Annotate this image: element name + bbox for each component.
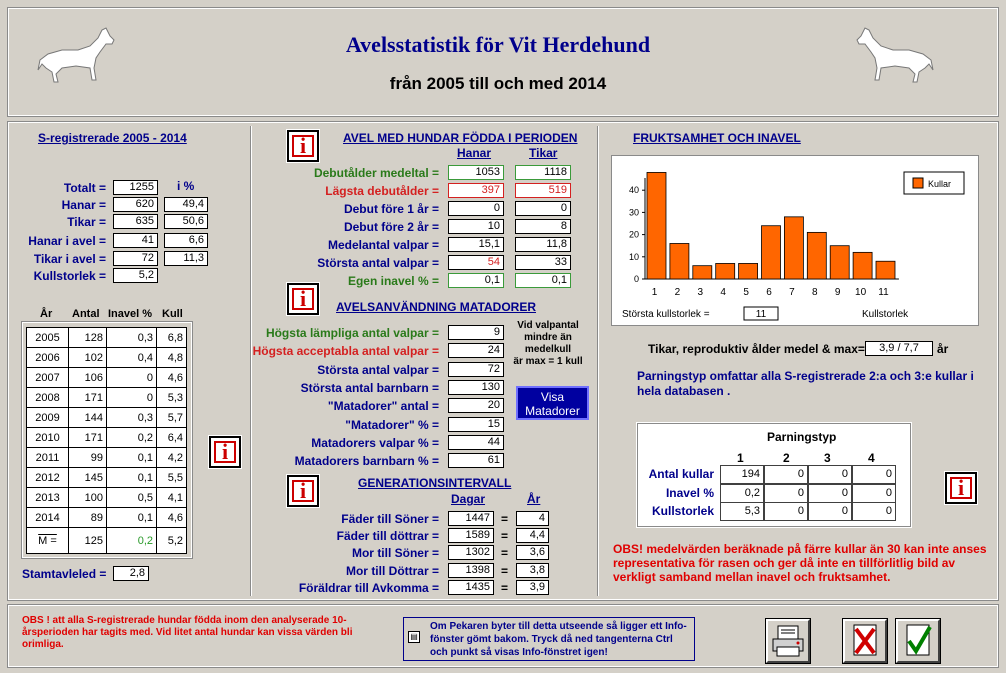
avel-hanar-value: 15,1: [448, 237, 504, 252]
year-cell: 2011: [27, 448, 69, 468]
avel-tikar-value: 0: [515, 201, 571, 216]
matador-label: Högsta lämpliga antal valpar =: [265, 326, 439, 340]
bar: [716, 263, 735, 279]
generation-years-value: 3,9: [516, 580, 549, 595]
parning-note: Parningstyp omfattar alla S-registrerade 2:a och 3:e kullar i hela databasen .: [637, 369, 974, 398]
x-tick-label: 10: [855, 287, 867, 298]
year-cell: 5,2: [157, 528, 187, 554]
avel-label: Medelantal valpar =: [327, 238, 439, 252]
generation-days-value: 1589: [448, 528, 494, 543]
ok-button[interactable]: [896, 619, 940, 663]
x-tick-label: 4: [720, 287, 726, 298]
year-row: [27, 328, 187, 348]
left-stat-label: Kullstorlek =: [33, 269, 106, 283]
check-icon: [898, 621, 938, 661]
footer-obs: OBS ! att alla S-registrerade hundar födda inom den analyserade 10-årsperioden har tagits med. Vid litet antal hundar kan vissa värden bli orimliga.: [22, 615, 353, 650]
year-row: [27, 388, 187, 408]
parning-cell: 0: [808, 484, 852, 503]
year-cell: 0,2: [107, 428, 157, 448]
year-row: [27, 508, 187, 528]
year-cell: 0,5: [107, 488, 157, 508]
left-stat-pct: 11,3: [164, 251, 208, 266]
year-row: [27, 448, 187, 468]
left-stat-value: 5,2: [113, 268, 158, 283]
year-cell: M =: [27, 528, 69, 554]
year-cell: 2005: [27, 328, 69, 348]
max-litter-label: Största kullstorlek =: [622, 309, 710, 320]
left-stat-value: 41: [113, 233, 158, 248]
avel-tikar-value: 1118: [515, 165, 571, 180]
x-tick-label: 2: [674, 287, 681, 298]
parning-cell: 0: [852, 484, 896, 503]
parning-cell: 5,3: [720, 502, 764, 521]
generation-days-value: 1398: [448, 563, 494, 578]
parning-cell: 0: [852, 465, 896, 484]
year-table-header: År: [40, 308, 53, 320]
matador-value: 9: [448, 325, 504, 340]
repro-label: Tikar, reproduktiv ålder medel & max=: [648, 342, 865, 356]
info-icon: i: [214, 441, 236, 463]
y-tick-label: 0: [633, 274, 639, 284]
avel-tikar-value: 519: [515, 183, 571, 198]
footer-info: Om Pekaren byter till detta utseende så ligger ett Info-fönster gömt bakom. Tryck då ned tangenterna Ctrl och punkt så visas Info-fönstret igen!: [430, 621, 687, 658]
year-cell: 6,8: [157, 328, 187, 348]
left-stat-label: Hanar i avel =: [28, 234, 106, 248]
matador-label: Matadorers valpar % =: [311, 436, 439, 450]
year-cell: 2012: [27, 468, 69, 488]
fruktsamhet-heading: FRUKTSAMHET OCH INAVEL: [633, 131, 801, 145]
divider-right: [597, 126, 599, 596]
generation-years-value: 4,4: [516, 528, 549, 543]
generation-years-value: 3,8: [516, 563, 549, 578]
legend-label: Kullar: [928, 179, 952, 189]
matador-label: Matadorers barnbarn % =: [294, 454, 439, 468]
col-tikar: Tikar: [529, 146, 558, 160]
avel-label: Största antal valpar =: [317, 256, 439, 270]
year-row: [27, 468, 187, 488]
info-cursor-icon: ▤: [408, 631, 420, 643]
x-tick-label: 3: [697, 287, 704, 298]
avel-hanar-value: 0,1: [448, 273, 504, 288]
stamtavleled-value: 2,8: [113, 566, 149, 581]
matador-label: Högsta acceptabla antal valpar =: [252, 344, 439, 358]
year-cell: 106: [69, 368, 107, 388]
year-row: [27, 528, 187, 554]
parning-title: Parningstyp: [767, 430, 837, 444]
y-tick-label: 40: [628, 185, 639, 196]
equals-sign: =: [501, 546, 509, 560]
bar: [830, 246, 849, 279]
year-cell: 0,2: [107, 528, 157, 554]
parning-col-header: 1: [737, 451, 744, 465]
matador-value: 61: [448, 453, 504, 468]
matador-info-button[interactable]: [287, 283, 319, 315]
right-info-button[interactable]: [945, 472, 977, 504]
printer-icon: [768, 621, 808, 661]
year-cell: 5,5: [157, 468, 187, 488]
x-tick-label: 11: [878, 287, 889, 298]
parning-cell: 0: [808, 465, 852, 484]
matador-value: 130: [448, 380, 504, 395]
left-stat-label: Totalt =: [63, 181, 106, 195]
parning-col-header: 3: [824, 451, 831, 465]
header-panel: [8, 8, 998, 116]
matador-note-line: Vid valpantal: [517, 320, 579, 331]
page-title: Avelsstatistik för Vit Herdehund: [345, 32, 651, 57]
bar: [807, 232, 826, 279]
avel-label: Egen inavel % =: [347, 274, 439, 288]
divider-left: [250, 126, 252, 596]
avel-tikar-value: 0,1: [515, 273, 571, 288]
left-heading: S-registrerade 2005 - 2014: [38, 131, 187, 145]
x-tick-label: 9: [834, 287, 841, 298]
avel-label: Debut före 2 år =: [343, 220, 439, 234]
matador-label: Största antal valpar =: [317, 363, 439, 377]
year-cell: 171: [69, 388, 107, 408]
year-cell: 5,3: [157, 388, 187, 408]
year-row: [27, 348, 187, 368]
left-stat-value: 72: [113, 251, 158, 266]
y-tick-label: 30: [628, 207, 639, 218]
avel-hanar-value: 1053: [448, 165, 504, 180]
matador-value: 15: [448, 417, 504, 432]
year-cell: 128: [69, 328, 107, 348]
left-stat-label: Hanar =: [61, 198, 106, 212]
year-cell: 0,1: [107, 508, 157, 528]
matador-heading: AVELSANVÄNDNING MATADORER: [336, 300, 536, 314]
legend-swatch: [913, 178, 923, 188]
generation-label: Föräldrar till Avkomma =: [298, 581, 439, 595]
avel-label: Lägsta debutålder =: [325, 184, 439, 198]
generation-days-value: 1447: [448, 511, 494, 526]
year-cell: 100: [69, 488, 107, 508]
x-tick-label: 7: [789, 287, 795, 298]
left-stat-pct: 50,6: [164, 214, 208, 229]
info-icon: i: [292, 480, 314, 502]
generation-info-button[interactable]: [287, 475, 319, 507]
parning-cell: 0: [852, 502, 896, 521]
parning-cell: 0,2: [720, 484, 764, 503]
matador-note-line: är max = 1 kull: [513, 356, 583, 367]
matador-label: "Matadorer" antal =: [327, 399, 439, 413]
x-tick-label: 6: [766, 287, 772, 298]
year-cell: 5,7: [157, 408, 187, 428]
left-stat-pct: 49,4: [164, 197, 208, 212]
year-cell: 2013: [27, 488, 69, 508]
year-cell: 2010: [27, 428, 69, 448]
bar: [784, 217, 803, 279]
year-cell: 0,4: [107, 348, 157, 368]
avel-label: Debutålder medeltal =: [313, 166, 439, 180]
col-ar: År: [527, 492, 541, 506]
visa-label-2: Matadorer: [525, 404, 580, 418]
year-cell: 145: [69, 468, 107, 488]
visa-label-1: Visa: [540, 390, 565, 404]
year-cell: 4,2: [157, 448, 187, 468]
generation-label: Mor till Söner =: [351, 546, 439, 560]
avel-hanar-value: 54: [448, 255, 504, 270]
repro-value: 3,9 / 7,7: [865, 341, 933, 356]
bar: [647, 172, 666, 279]
year-row: [27, 408, 187, 428]
parning-col-header: 4: [868, 451, 875, 465]
left-stat-label: Tikar =: [67, 215, 106, 229]
left-stat-pct: 6,6: [164, 233, 208, 248]
year-table-header: Kull: [162, 308, 183, 320]
info-icon: i: [292, 135, 314, 157]
avel-hanar-value: 0: [448, 201, 504, 216]
year-row: [27, 488, 187, 508]
parning-row-label: Antal kullar: [648, 467, 714, 481]
y-tick-label: 10: [628, 251, 639, 262]
parning-cell: 0: [764, 502, 808, 521]
matador-label: "Matadorer" % =: [345, 418, 439, 432]
year-cell: 0,1: [107, 448, 157, 468]
matador-note: [508, 320, 588, 368]
x-tick-label: 8: [812, 287, 818, 298]
generation-heading: GENERATIONSINTERVALL: [358, 476, 512, 490]
year-cell: 4,1: [157, 488, 187, 508]
equals-sign: =: [501, 564, 509, 578]
year-cell: 89: [69, 508, 107, 528]
parning-cell: 0: [764, 484, 808, 503]
avel-hanar-value: 10: [448, 219, 504, 234]
generation-label: Fäder till döttrar =: [336, 529, 439, 543]
avel-label: Debut före 1 år =: [343, 202, 439, 216]
equals-sign: =: [501, 581, 509, 595]
bar: [762, 226, 781, 279]
year-table: [26, 327, 187, 554]
page-subtitle: från 2005 till och med 2014: [389, 74, 607, 93]
year-row: [27, 368, 187, 388]
stamtavleled-label: Stamtavleled =: [22, 567, 107, 581]
litter-size-chart: [612, 156, 978, 325]
avel-tikar-value: 33: [515, 255, 571, 270]
equals-sign: =: [501, 529, 509, 543]
matador-label: Största antal barnbarn =: [300, 381, 439, 395]
obs-note: OBS! medelvärden beräknade på färre kullar än 30 kan inte anses representativa för rasen och ger då inte en tillförlitlig bild av verkligt samband mellan inavel och fruktsamhet.: [613, 542, 987, 584]
year-cell: 144: [69, 408, 107, 428]
visa-matadorer-button[interactable]: [516, 386, 589, 420]
info-icon: i: [292, 288, 314, 310]
matador-note-line: mindre än: [524, 332, 572, 343]
equals-sign: =: [501, 512, 509, 526]
col-hanar: Hanar: [457, 146, 492, 160]
parning-row-label: Inavel %: [665, 486, 714, 500]
bar: [693, 266, 712, 279]
bar: [853, 252, 872, 279]
col-dagar: Dagar: [451, 492, 486, 506]
year-cell: 125: [69, 528, 107, 554]
x-axis-label: Kullstorlek: [862, 309, 909, 320]
bar: [739, 263, 758, 279]
parning-cell: 0: [764, 465, 808, 484]
avel-tikar-value: 11,8: [515, 237, 571, 252]
year-cell: 99: [69, 448, 107, 468]
matador-value: 20: [448, 398, 504, 413]
generation-years-value: 3,6: [516, 545, 549, 560]
close-icon: [845, 621, 885, 661]
matador-value: 72: [448, 362, 504, 377]
avel-info-button[interactable]: [287, 130, 319, 162]
generation-days-value: 1302: [448, 545, 494, 560]
year-cell: 0,3: [107, 408, 157, 428]
year-cell: 0: [107, 388, 157, 408]
year-table-header: Antal: [72, 308, 100, 320]
year-cell: 0: [107, 368, 157, 388]
y-tick-label: 20: [628, 229, 639, 240]
generation-days-value: 1435: [448, 580, 494, 595]
left-stat-value: 1255: [113, 180, 158, 195]
year-cell: 2009: [27, 408, 69, 428]
x-tick-label: 5: [743, 287, 749, 298]
x-tick-label: 1: [651, 287, 658, 298]
year-table-header: Inavel %: [108, 308, 153, 320]
year-cell: 4,6: [157, 508, 187, 528]
year-row: [27, 428, 187, 448]
bar: [876, 261, 895, 279]
avel-hanar-value: 397: [448, 183, 504, 198]
generation-label: Mor till Döttrar =: [345, 564, 439, 578]
avel-tikar-value: 8: [515, 219, 571, 234]
generation-years-value: 4: [516, 511, 549, 526]
year-cell: 0,1: [107, 468, 157, 488]
left-dog-image: [36, 24, 118, 86]
year-cell: 0,3: [107, 328, 157, 348]
matador-value: 44: [448, 435, 504, 450]
year-cell: 4,8: [157, 348, 187, 368]
year-cell: 2008: [27, 388, 69, 408]
parning-cell: 194: [720, 465, 764, 484]
matador-value: 24: [448, 343, 504, 358]
max-litter-value: 11: [755, 309, 767, 320]
matador-note-line: medelkull: [524, 344, 572, 355]
parning-col-header: 2: [783, 451, 790, 465]
year-cell: 2014: [27, 508, 69, 528]
year-cell: 2007: [27, 368, 69, 388]
year-cell: 171: [69, 428, 107, 448]
parning-row-label: Kullstorlek: [651, 504, 714, 518]
info-icon: i: [950, 477, 972, 499]
left-stat-label: Tikar i avel =: [33, 252, 106, 266]
year-cell: 6,4: [157, 428, 187, 448]
right-dog-image: [853, 24, 935, 86]
cancel-button[interactable]: [843, 619, 887, 663]
left-stat-value: 635: [113, 214, 158, 229]
year-cell: 2006: [27, 348, 69, 368]
avel-heading: AVEL MED HUNDAR FÖDDA I PERIODEN: [343, 131, 578, 145]
repro-unit: år: [937, 342, 949, 356]
parning-cell: 0: [808, 502, 852, 521]
bar: [670, 243, 689, 279]
print-button[interactable]: [766, 619, 810, 663]
year-cell: 102: [69, 348, 107, 368]
left-stat-value: 620: [113, 197, 158, 212]
pct-label: i %: [177, 179, 195, 193]
year-cell: 4,6: [157, 368, 187, 388]
generation-label: Fäder till Söner =: [341, 512, 439, 526]
